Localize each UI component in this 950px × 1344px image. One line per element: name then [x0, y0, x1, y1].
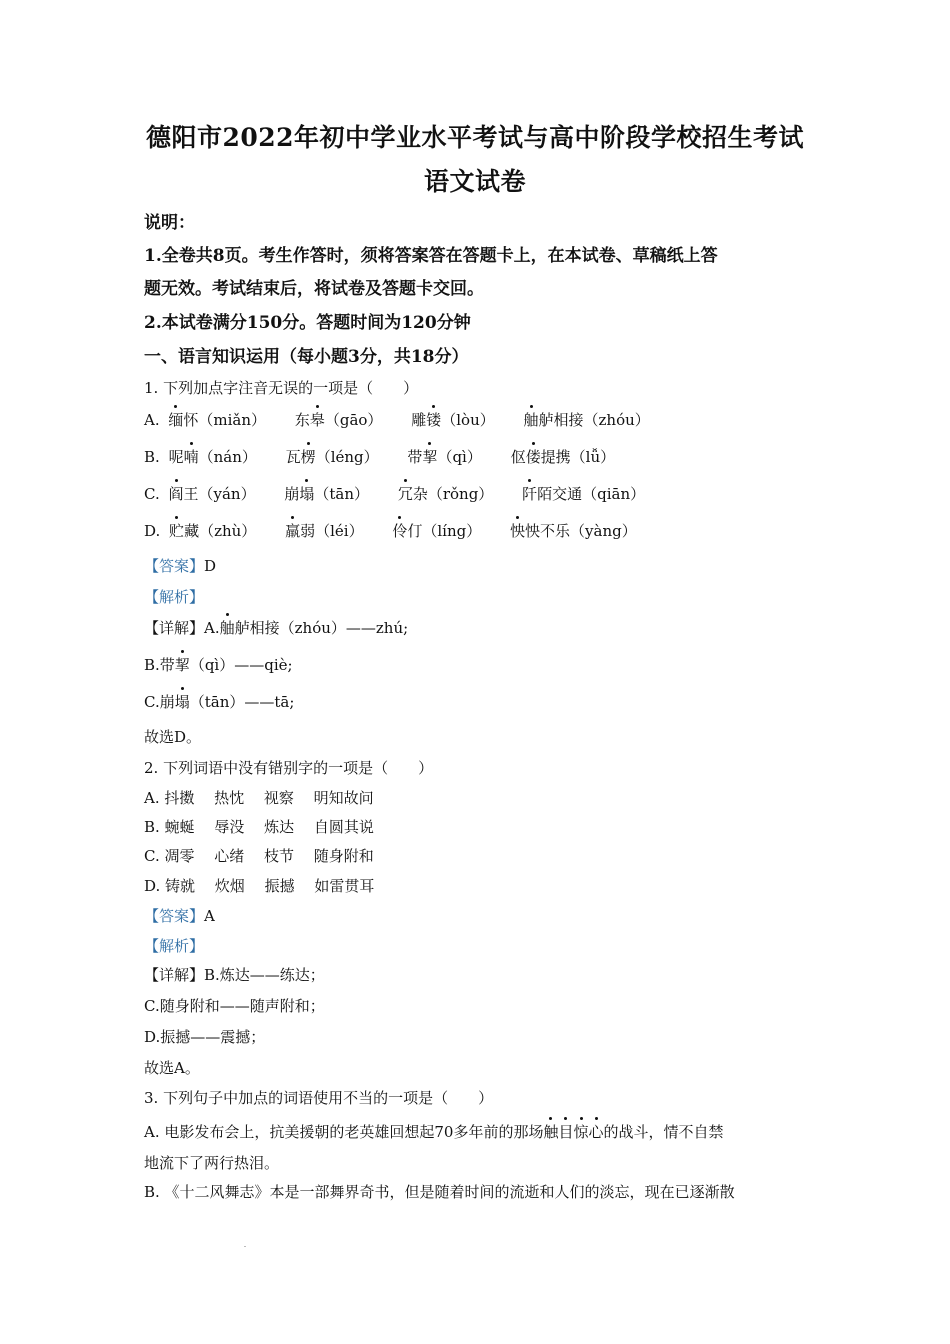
q1-option-a: A. 缅怀（miǎn） 东皋（gāo） 雕镂（lòu） 舳舻相接（zhóu） — [144, 411, 650, 429]
notes-header: 说明： — [144, 213, 195, 233]
q2-answer: 【答案】A — [144, 907, 215, 925]
q1-detail-b: B.带挈（qì）——qiè; — [144, 656, 293, 674]
note-1-line-2: 题无效。考试结束后，将试卷及答题卡交回。 — [144, 279, 484, 299]
page-mark — [244, 1246, 246, 1247]
section-1-heading: 一、语言知识运用（每小题3分，共18分） — [144, 347, 469, 367]
q2-option-d: D. 铸就 炊烟 振撼 如雷贯耳 — [144, 877, 375, 895]
q2-detail-b: 【详解】B.炼达——练达； — [144, 966, 325, 984]
q1-detail-a: 【详解】A.舳舻相接（zhóu）——zhú; — [144, 619, 409, 637]
q1-detail-c: C.崩塌（tān）——tā; — [144, 693, 295, 711]
q2-analysis-tag: 【解析】 — [144, 937, 205, 955]
note-1-line-1: 1.全卷共8页。考生作答时，须将答案答在答题卡上，在本试卷、草稿纸上答 — [144, 246, 718, 266]
q2-detail-c: C.随身附和——随声附和； — [144, 997, 325, 1015]
q1-conclusion: 故选D。 — [144, 728, 202, 746]
q1-option-d: D. 贮藏（zhù） 羸弱（léi） 伶仃（líng） 怏怏不乐（yàng） — [144, 522, 637, 540]
q1-answer: 【答案】D — [144, 557, 217, 575]
q2-option-b: B. 蜿蜒 辱没 炼达 自圆其说 — [144, 818, 374, 836]
q2-conclusion: 故选A。 — [144, 1059, 200, 1077]
q3-stem: 3. 下列句子中加点的词语使用不当的一项是（ ） — [144, 1089, 494, 1107]
q3-option-b-line-1: B. 《十二风舞志》本是一部舞界奇书，但是随着时间的流逝和人们的淡忘，现在已逐渐散 — [144, 1183, 735, 1201]
q2-stem: 2. 下列词语中没有错别字的一项是（ ） — [144, 759, 434, 777]
q2-option-a: A. 抖擞 热忱 视察 明知故问 — [144, 789, 374, 807]
q1-option-b: B. 呢喃（nán） 瓦楞（léng） 带挈（qì） 伛偻提携（lǚ） — [144, 448, 616, 466]
q1-option-c: C. 阎王（yán） 崩塌（tān） 冗杂（rǒng） 阡陌交通（qiān） — [144, 485, 646, 503]
q3-option-a-line-2: 地流下了两行热泪。 — [144, 1154, 280, 1172]
q2-option-c: C. 凋零 心绪 枝节 随身附和 — [144, 847, 374, 865]
q3-option-a-line-1: A. 电影发布会上，抗美援朝的老英雄回想起70多年前的那场触目惊心的战斗，情不自禁 — [144, 1123, 724, 1141]
exam-title: 德阳市2022年初中学业水平考试与高中阶段学校招生考试 — [145, 123, 805, 152]
exam-subtitle: 语文试卷 — [423, 167, 526, 196]
q1-analysis-tag: 【解析】 — [144, 588, 205, 606]
q1-stem: 1. 下列加点字注音无误的一项是（ ） — [144, 379, 419, 397]
q2-detail-d: D.振撼——震撼； — [144, 1028, 266, 1046]
note-2: 2.本试卷满分150分。答题时间为120分钟 — [144, 313, 471, 333]
